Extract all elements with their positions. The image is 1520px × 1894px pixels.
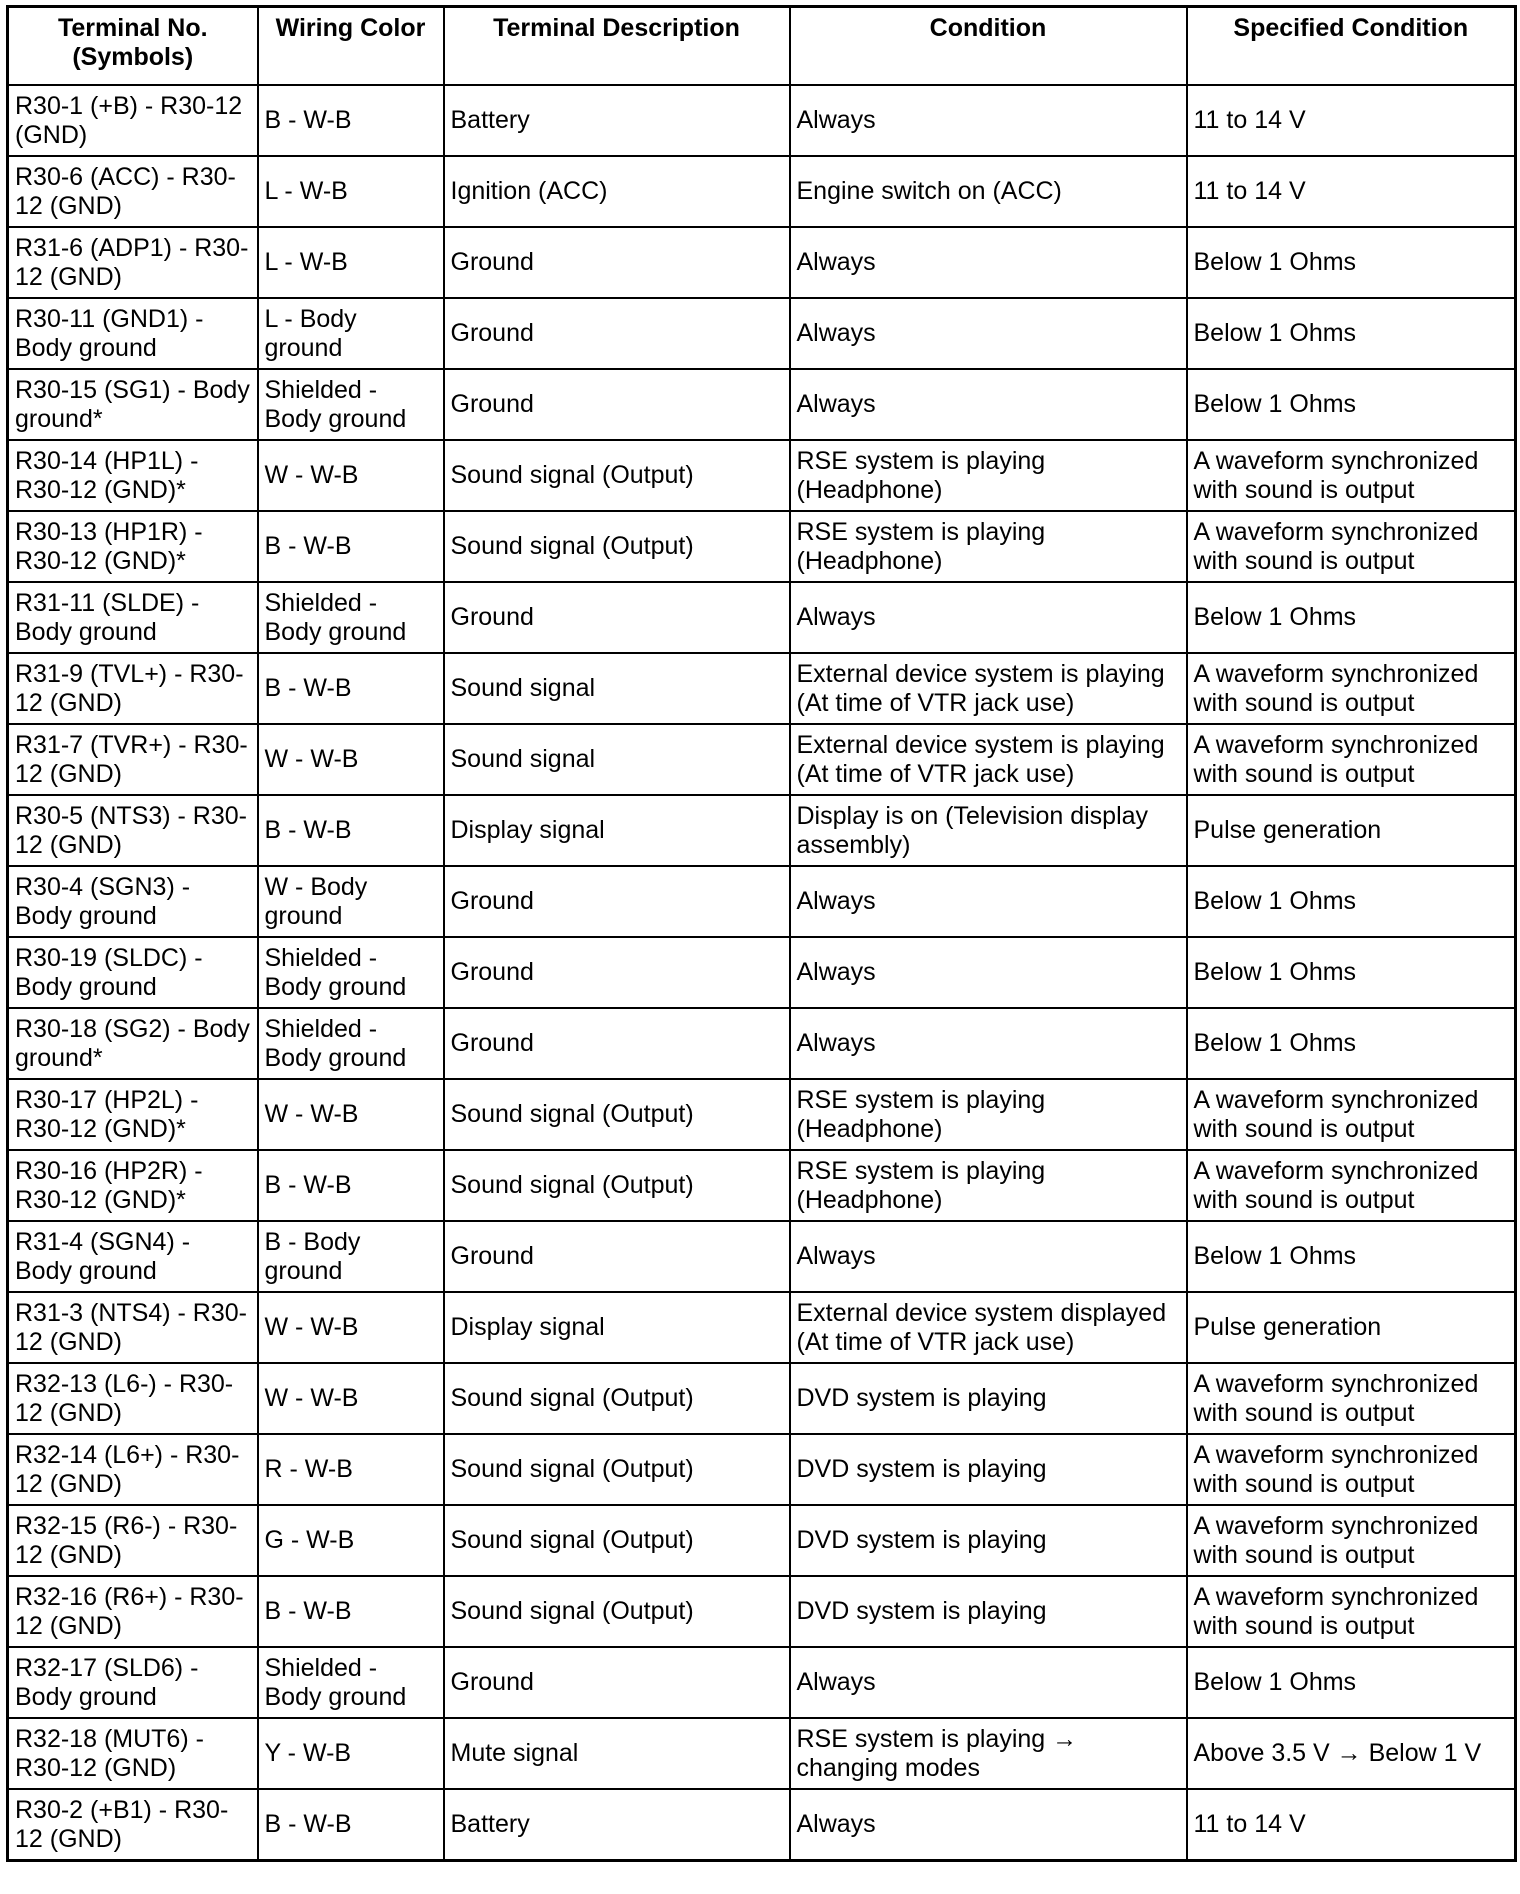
table-row [8,1363,1516,1434]
wiring-color-cell: W - W-B [258,1079,444,1150]
terminal-description-cell: Sound signal [444,724,790,795]
terminal-description-cell: Ground [444,1008,790,1079]
condition-cell: DVD system is playing [790,1363,1187,1434]
condition-cell: DVD system is playing [790,1505,1187,1576]
condition-cell: Always [790,1221,1187,1292]
specified-condition-cell: Below 1 Ohms [1187,866,1516,937]
terminal-no-cell: R31-4 (SGN4) - Body ground [8,1221,258,1292]
terminal-description-cell: Ground [444,227,790,298]
wiring-color-cell: R - W-B [258,1434,444,1505]
wiring-color-cell: W - W-B [258,440,444,511]
wiring-color-cell: Shielded - Body ground [258,369,444,440]
condition-cell: Always [790,85,1187,156]
terminal-no-cell: R32-17 (SLD6) - Body ground [8,1647,258,1718]
table-row [8,795,1516,866]
wiring-color-cell: Y - W-B [258,1718,444,1789]
terminal-description-cell: Sound signal [444,653,790,724]
specified-condition-cell: A waveform synchronized with sound is output [1187,511,1516,582]
specified-condition-cell: Below 1 Ohms [1187,227,1516,298]
terminal-no-cell: R30-15 (SG1) - Body ground* [8,369,258,440]
wiring-color-cell: W - W-B [258,1363,444,1434]
terminal-description-cell: Sound signal (Output) [444,1079,790,1150]
terminal-description-cell: Battery [444,85,790,156]
specified-condition-cell: Below 1 Ohms [1187,1647,1516,1718]
table-row [8,440,1516,511]
specified-condition-cell: Below 1 Ohms [1187,582,1516,653]
condition-cell: External device system is playing (At time of VTR jack use) [790,653,1187,724]
terminal-description-cell: Sound signal (Output) [444,1434,790,1505]
wiring-color-cell: Shielded - Body ground [258,1008,444,1079]
header-terminal-no: Terminal No. (Symbols) [8,7,258,86]
wiring-color-cell: W - Body ground [258,866,444,937]
condition-cell: External device system displayed (At time of VTR jack use) [790,1292,1187,1363]
condition-cell: Display is on (Television display assembly) [790,795,1187,866]
specified-condition-cell: A waveform synchronized with sound is output [1187,724,1516,795]
condition-cell: Always [790,937,1187,1008]
terminal-description-cell: Sound signal (Output) [444,1505,790,1576]
terminal-no-cell: R30-11 (GND1) - Body ground [8,298,258,369]
specified-condition-cell: A waveform synchronized with sound is output [1187,1150,1516,1221]
terminal-no-cell: R32-16 (R6+) - R30-12 (GND) [8,1576,258,1647]
specified-condition-cell: Pulse generation [1187,795,1516,866]
table-row [8,1292,1516,1363]
wiring-color-cell: B - W-B [258,1576,444,1647]
header-row [8,7,1516,86]
table-row [8,1789,1516,1861]
wiring-color-cell: G - W-B [258,1505,444,1576]
terminal-no-cell: R31-6 (ADP1) - R30-12 (GND) [8,227,258,298]
condition-cell: Engine switch on (ACC) [790,156,1187,227]
condition-cell: Always [790,227,1187,298]
terminal-description-cell: Sound signal (Output) [444,1576,790,1647]
terminal-description-cell: Ground [444,1647,790,1718]
specified-condition-cell: 11 to 14 V [1187,85,1516,156]
wiring-color-cell: B - W-B [258,85,444,156]
table-row [8,653,1516,724]
specified-condition-cell: A waveform synchronized with sound is output [1187,1363,1516,1434]
terminal-no-cell: R32-15 (R6-) - R30-12 (GND) [8,1505,258,1576]
table-row [8,724,1516,795]
terminal-no-cell: R32-14 (L6+) - R30-12 (GND) [8,1434,258,1505]
terminal-no-cell: R30-1 (+B) - R30-12 (GND) [8,85,258,156]
table-row [8,227,1516,298]
terminal-no-cell: R31-11 (SLDE) - Body ground [8,582,258,653]
condition-cell: Always [790,1008,1187,1079]
header-wiring-color: Wiring Color [258,7,444,86]
table-row [8,582,1516,653]
terminal-description-cell: Ground [444,582,790,653]
wiring-color-cell: L - W-B [258,227,444,298]
specified-condition-cell: Above 3.5 V → Below 1 V [1187,1718,1516,1789]
header-specified-condition: Specified Condition [1187,7,1516,86]
table-body [8,85,1516,1861]
specified-condition-cell: A waveform synchronized with sound is output [1187,1576,1516,1647]
terminal-description-cell: Ground [444,1221,790,1292]
specified-condition-cell: A waveform synchronized with sound is output [1187,653,1516,724]
wiring-color-cell: B - W-B [258,1789,444,1861]
condition-cell: Always [790,866,1187,937]
table-row [8,1221,1516,1292]
terminal-description-cell: Sound signal (Output) [444,440,790,511]
terminal-no-cell: R32-18 (MUT6) - R30-12 (GND) [8,1718,258,1789]
terminal-no-cell: R32-13 (L6-) - R30-12 (GND) [8,1363,258,1434]
table-row [8,1079,1516,1150]
table-row [8,937,1516,1008]
terminal-description-cell: Mute signal [444,1718,790,1789]
specified-condition-cell: A waveform synchronized with sound is output [1187,1434,1516,1505]
specified-condition-cell: Pulse generation [1187,1292,1516,1363]
terminal-no-cell: R30-5 (NTS3) - R30-12 (GND) [8,795,258,866]
table-row [8,1718,1516,1789]
condition-cell: RSE system is playing (Headphone) [790,1150,1187,1221]
wiring-color-cell: Shielded - Body ground [258,1647,444,1718]
terminal-no-cell: R30-14 (HP1L) - R30-12 (GND)* [8,440,258,511]
wiring-color-cell: W - W-B [258,724,444,795]
header-terminal-description: Terminal Description [444,7,790,86]
condition-cell: DVD system is playing [790,1576,1187,1647]
table-row [8,866,1516,937]
specified-condition-cell: Below 1 Ohms [1187,1008,1516,1079]
table-header [8,7,1516,86]
specified-condition-cell: 11 to 14 V [1187,1789,1516,1861]
wiring-color-cell: L - Body ground [258,298,444,369]
condition-cell: RSE system is playing (Headphone) [790,1079,1187,1150]
condition-cell: DVD system is playing [790,1434,1187,1505]
terminal-description-cell: Ground [444,298,790,369]
condition-cell: Always [790,1789,1187,1861]
terminal-description-cell: Ground [444,937,790,1008]
wiring-color-cell: B - Body ground [258,1221,444,1292]
terminal-description-cell: Display signal [444,1292,790,1363]
terminal-description-cell: Ignition (ACC) [444,156,790,227]
header-condition: Condition [790,7,1187,86]
specified-condition-cell: Below 1 Ohms [1187,1221,1516,1292]
terminal-no-cell: R30-18 (SG2) - Body ground* [8,1008,258,1079]
specified-condition-cell: Below 1 Ohms [1187,937,1516,1008]
wiring-color-cell: B - W-B [258,795,444,866]
terminal-no-cell: R30-6 (ACC) - R30-12 (GND) [8,156,258,227]
wiring-color-cell: B - W-B [258,653,444,724]
terminal-no-cell: R31-9 (TVL+) - R30-12 (GND) [8,653,258,724]
table-row [8,1434,1516,1505]
terminal-description-cell: Battery [444,1789,790,1861]
terminal-description-cell: Sound signal (Output) [444,511,790,582]
condition-cell: Always [790,1647,1187,1718]
terminal-no-cell: R30-2 (+B1) - R30-12 (GND) [8,1789,258,1861]
terminal-no-cell: R30-17 (HP2L) - R30-12 (GND)* [8,1079,258,1150]
table-row [8,369,1516,440]
terminal-description-cell: Ground [444,866,790,937]
specified-condition-cell: A waveform synchronized with sound is output [1187,440,1516,511]
terminal-no-cell: R31-3 (NTS4) - R30-12 (GND) [8,1292,258,1363]
terminal-spec-table [6,5,1517,1862]
table-row [8,1576,1516,1647]
condition-cell: RSE system is playing (Headphone) [790,440,1187,511]
terminal-no-cell: R31-7 (TVR+) - R30-12 (GND) [8,724,258,795]
table-row [8,1505,1516,1576]
specified-condition-cell: A waveform synchronized with sound is output [1187,1079,1516,1150]
table-row [8,511,1516,582]
table-row [8,1647,1516,1718]
terminal-description-cell: Ground [444,369,790,440]
specified-condition-cell: 11 to 14 V [1187,156,1516,227]
wiring-color-cell: Shielded - Body ground [258,582,444,653]
wiring-color-cell: W - W-B [258,1292,444,1363]
table-row [8,85,1516,156]
condition-cell: Always [790,582,1187,653]
condition-cell: Always [790,369,1187,440]
table-row [8,1008,1516,1079]
condition-cell: External device system is playing (At time of VTR jack use) [790,724,1187,795]
wiring-color-cell: L - W-B [258,156,444,227]
condition-cell: RSE system is playing (Headphone) [790,511,1187,582]
terminal-no-cell: R30-16 (HP2R) - R30-12 (GND)* [8,1150,258,1221]
condition-cell: RSE system is playing → changing modes [790,1718,1187,1789]
terminal-description-cell: Sound signal (Output) [444,1150,790,1221]
terminal-no-cell: R30-13 (HP1R) - R30-12 (GND)* [8,511,258,582]
table-row [8,298,1516,369]
terminal-description-cell: Display signal [444,795,790,866]
wiring-color-cell: Shielded - Body ground [258,937,444,1008]
specified-condition-cell: Below 1 Ohms [1187,298,1516,369]
terminal-no-cell: R30-4 (SGN3) - Body ground [8,866,258,937]
table-row [8,156,1516,227]
wiring-color-cell: B - W-B [258,511,444,582]
terminal-no-cell: R30-19 (SLDC) - Body ground [8,937,258,1008]
terminal-description-cell: Sound signal (Output) [444,1363,790,1434]
condition-cell: Always [790,298,1187,369]
specified-condition-cell: A waveform synchronized with sound is output [1187,1505,1516,1576]
wiring-color-cell: B - W-B [258,1150,444,1221]
specified-condition-cell: Below 1 Ohms [1187,369,1516,440]
table-row [8,1150,1516,1221]
